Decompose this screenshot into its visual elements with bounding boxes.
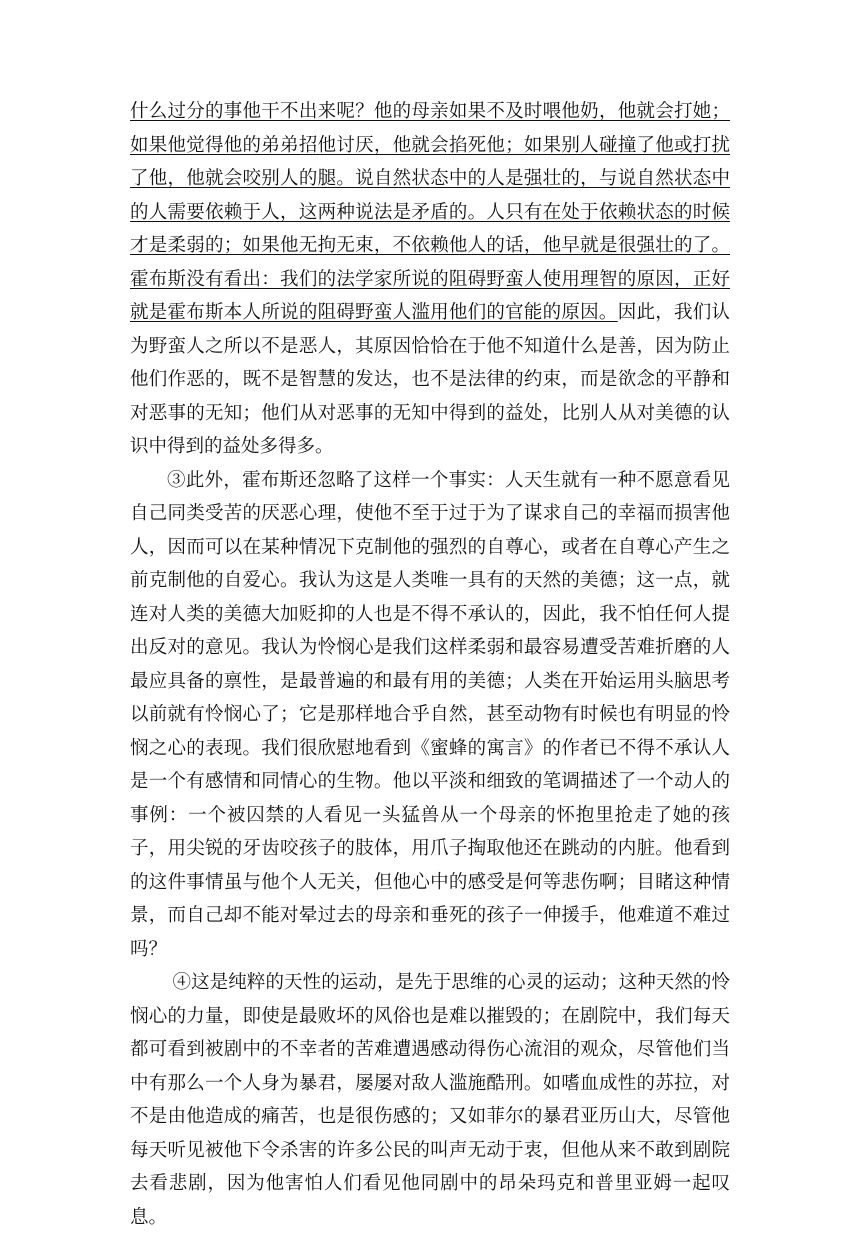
paragraph-continued: [130, 95, 730, 464]
paragraph-4: ④这是纯粹的天性的运动，是先于思维的心灵的运动；这种天然的怜悯心的力量，即使是最败坏的风俗也是难以摧毁的；在剧院中，我们每天都可看到被剧中的不幸者的苦难遭遇感动得伤心流泪的观众，尽管他们当中有那么一个人身为暴君，屡屡对敌人滥施酷刑。如嗜血成性的苏拉，对不是由他造成的痛苦，也是很伤感的；又如菲尔的暴君亚历山大，尽管他每天听见被他下令杀害的许多公民的叫声无动于衷，但他从来不敢到剧院去看悲剧，因为他害怕人们看见他同剧中的昂朵玛克和普里亚姆一起叹息。: [130, 972, 730, 1228]
plain-passage: 因此，我们认为野蛮人之所以不是恶人，其原因恰恰在于他不知道什么是善，因为防止他们作恶的，既不是智慧的发达，也不是法律的约束，而是欲念的平静和对恶事的无知；他们从对恶事的无知中得到的益处，比别人从对美德的认识中得到的益处多得多。: [130, 302, 730, 457]
document-page: [130, 95, 730, 1234]
underlined-passage-b: 说自然状态中的人是强壮的，与说自然状态中的人需要依赖于人，这两种说法是矛盾的。人只有在处于依赖状态的时候才是柔弱的；如果他无拘无束，不依赖他人的话，他早就是很强壮的了。霍布斯没有看出：我们的法学家所说的阻碍野蛮人使用理智的原因，正好就是霍布斯本人所说的阻碍野蛮人滥用他们的官能的原因。: [130, 168, 730, 323]
underlined-passage-a: 什么过分的事他干不出来呢？他的母亲如果不及时喂他奶，他就会打她；如果他觉得他的弟弟招他讨厌，他就会掐死他；如果别人碰撞了他或打扰了他，他就会咬别人的腿。: [130, 101, 730, 189]
paragraph-3: ③此外，霍布斯还忽略了这样一个事实：人天生就有一种不愿意看见自己同类受苦的厌恶心理，使他不至于过于为了谋求自己的幸福而损害他人，因而可以在某种情况下克制他的强烈的自尊心，或者在自尊心产生之前克制他的自爱心。我认为这是人类唯一具有的天然的美德；这一点，就连对人类的美德大加贬抑的人也是不得不承认的，因此，我不怕任何人提出反对的意见。我认为怜悯心是我们这样柔弱和最容易遭受苦难折磨的人最应具备的禀性，是最普遍的和最有用的美德；人类在开始运用头脑思考以前就有怜悯心了；它是那样地合乎自然，甚至动物有时候也有明显的怜悯之心的表现。我们很欣慰地看到《蜜蜂的寓言》的作者已不得不承认人是一个有感情和同情心的生物。他以平淡和细致的笔调描述了一个动人的事例：一个被囚禁的人看见一头猛兽从一个母亲的怀抱里抢走了她的孩子，用尖锐的牙齿咬孩子的肢体，用爪子掏取他还在跳动的内脏。他看到的这件事情虽与他个人无关，但他心中的感受是何等悲伤啊；目睹这种情景，而自己却不能对晕过去的母亲和垂死的孩子一伸援手，他难道不难过吗？: [130, 469, 730, 960]
